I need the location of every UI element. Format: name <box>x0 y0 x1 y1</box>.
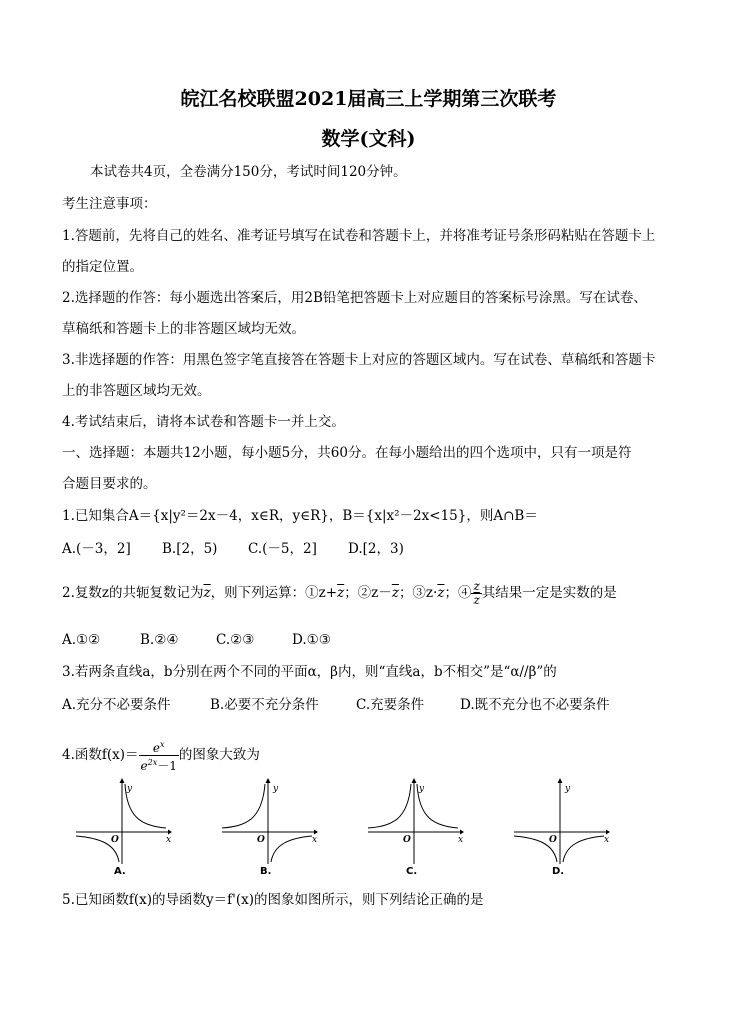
x-axis-label: x <box>604 835 610 845</box>
question-1-stem: 1.已知集合A＝{x|y²＝2x－4，x∈R，y∈R}，B＝{x|x²－2x<15}，则A∩B＝ <box>62 508 538 524</box>
graph-b-label[interactable]: B. <box>260 866 272 877</box>
graph-d[interactable] <box>510 778 610 866</box>
notice-line: 的指定位置。 <box>62 259 143 275</box>
notice-line: 3.非选择题的作答：用黑色签字笔直接答在答题卡上对应的答题区域内。写在试卷、草稿纸和答题卡 <box>62 352 656 368</box>
q1-option-b[interactable]: B.[2，5) <box>162 541 218 557</box>
exam-title: 皖江名校联盟2021届高三上学期第三次联考 <box>180 88 557 110</box>
notice-line: 上的非答题区域均无效。 <box>62 383 211 399</box>
section-heading-cont: 合题目要求的。 <box>62 476 157 492</box>
question-2-stem: 2.复数z的共轭复数记为$\overline{z}$，则下列运算：$①z+\overline{z}$；$②z-\overline{z}$；$③z\cdot\overline{z}$；④ $\frac{z}{z}$ 其结果一定是实数的是 <box>62 579 617 607</box>
origin-label: O <box>111 835 119 845</box>
q2-option-c[interactable]: C.②③ <box>216 632 255 648</box>
notice-line: 4.考试结束后，请将本试卷和答题卡一并上交。 <box>62 414 345 430</box>
q3-option-c[interactable]: C.充要条件 <box>356 697 425 713</box>
x-axis-label: x <box>312 835 318 845</box>
notice-line: 2.选择题的作答：每小题选出答案后，用2B铅笔把答题卡上对应题目的答案标号涂黑。写在试卷、 <box>62 290 647 306</box>
graph-d-label[interactable]: D. <box>552 866 565 877</box>
question-5-stem: 5.已知函数f(x)的导函数y＝f'(x)的图象如图所示，则下列结论正确的是 <box>62 892 484 908</box>
origin-label: O <box>403 835 411 845</box>
q1-option-d[interactable]: D.[2，3) <box>348 541 404 557</box>
notice-line: 草稿纸和答题卡上的非答题区域均无效。 <box>62 321 305 337</box>
notice-line: 1.答题前，先将自己的姓名、准考证号填写在试卷和答题卡上，并将准考证号条形码粘贴在答题卡上 <box>62 228 656 244</box>
y-axis-label: y <box>273 784 279 794</box>
section-heading: 一、选择题：本题共12小题，每小题5分，共60分。在每小题给出的四个选项中，只有一项是符 <box>62 445 632 461</box>
origin-label: O <box>257 835 265 845</box>
graph-b[interactable] <box>218 778 318 866</box>
q2-option-a[interactable]: A.①② <box>62 632 101 648</box>
graph-a-label[interactable]: A. <box>114 866 126 877</box>
x-axis-label: x <box>166 835 172 845</box>
exam-subtitle: 数学(文科) <box>321 128 416 150</box>
x-axis-label: x <box>458 835 464 845</box>
z-over-zbar-fraction: $\frac{z}{z}$ <box>473 579 480 607</box>
q1-option-c[interactable]: C.(－5，2] <box>248 541 317 557</box>
q3-option-a[interactable]: A.充分不必要条件 <box>62 697 171 713</box>
question-4-stem: 4.函数f(x)＝ $\frac{e^x}{e^{2x}-1}$ 的图象大致为 <box>62 740 260 773</box>
q3-option-b[interactable]: B.必要不充分条件 <box>210 697 319 713</box>
graph-c[interactable] <box>364 778 464 866</box>
q3-option-d[interactable]: D.既不充分也不必要条件 <box>460 697 610 713</box>
notice-heading: 考生注意事项： <box>62 196 157 212</box>
q2-option-b[interactable]: B.②④ <box>140 632 179 648</box>
y-axis-label: y <box>565 784 571 794</box>
q2-option-d[interactable]: D.①③ <box>292 632 331 648</box>
intro-text: 本试卷共4页，全卷满分150分，考试时间120分钟。 <box>90 164 407 180</box>
graph-a[interactable] <box>72 778 172 866</box>
y-axis-label: y <box>127 784 133 794</box>
graph-c-label[interactable]: C. <box>406 866 418 877</box>
question-3-stem: 3.若两条直线a，b分别在两个不同的平面α，β内，则“直线a，b不相交”是“α//β”的 <box>62 664 557 680</box>
y-axis-label: y <box>419 784 425 794</box>
origin-label: O <box>549 835 557 845</box>
function-fraction: $\frac{e^x}{e^{2x}-1}$ <box>140 740 177 773</box>
q1-option-a[interactable]: A.(－3，2] <box>62 541 131 557</box>
